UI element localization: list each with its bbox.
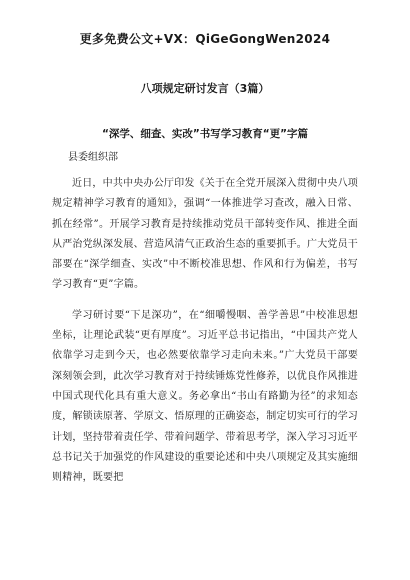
document-body: [52, 174, 358, 498]
author-line: 县委组织部: [68, 152, 118, 163]
paragraph-1: 近日，中共中央办公厅印发《关于在全党开展深入贯彻中央八项规定精神学习教育的通知》，强调“一体推进学习查改，融入日常、抓在经常”。开展学习教育是持续推动党员干部转变作风、推进全面从严治党纵深发展、营造风清气正政治生态的重要抓手。广大党员干部要在“深学细查、实改”中不断校准思想、作风和行为偏差，书写学习教育“更”字篇。: [52, 178, 358, 291]
paragraph-2: 学习研讨要“下足深功”，在“细嚼慢咽、善学善思”中校准思想坐标，让理论武装“更有厚度”。习近平总书记指出，“中国共产党人依靠学习走到今天，也必然要依靠学习走向未来。”广大党员干部要深刻领会到，此次学习教育对于持续锤炼党性修养，以优良作风推进中国式现代化具有重大意义。务必拿出“书山有路勤为径”的求知态度，解锁读原著、学原文、悟原理的正确姿态，制定切实可行的学习计划，坚持带着责任学、带着问题学、带着思考学，深入学习习近平总书记关于加强党的作风建设的重要论述和中央八项规定及其实施细则精神，既要把: [52, 309, 358, 484]
section-title: “深学、细查、实改”书写学习教育“更”字篇: [101, 128, 309, 140]
document-title: 八项规定研讨发言（3篇）: [140, 82, 270, 95]
header-watermark: 更多免费公文+VX：QiGeGongWen2024: [79, 32, 331, 46]
